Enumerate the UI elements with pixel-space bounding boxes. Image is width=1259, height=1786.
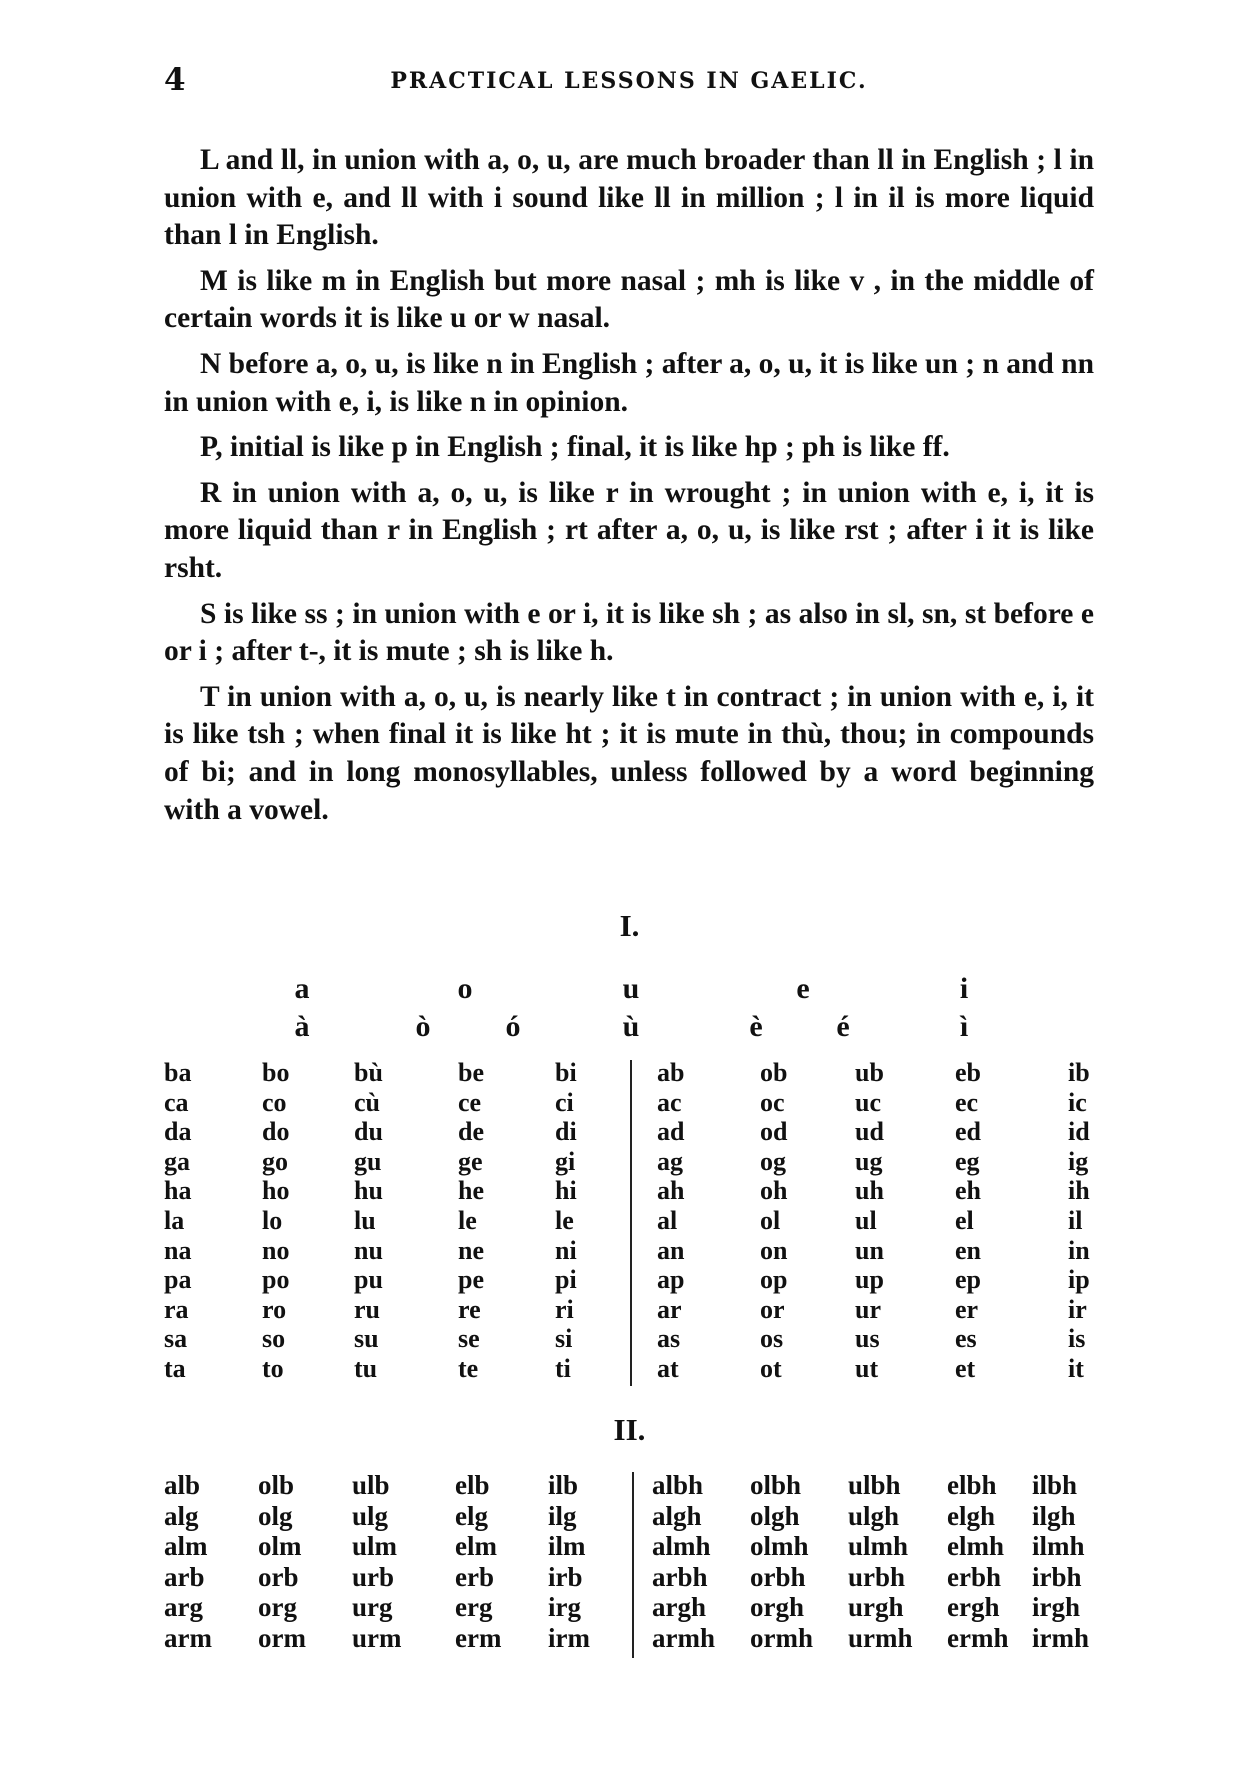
syllable-1-cell: eg	[955, 1146, 980, 1176]
syllable-2-cell: ormh	[750, 1622, 813, 1653]
syllable-2-cell: arg	[164, 1592, 203, 1622]
syllable-1-cell: ap	[657, 1265, 685, 1295]
syllable-2-cell: olbh	[750, 1470, 802, 1500]
syllable-1-cell: ra	[164, 1294, 189, 1324]
syllable-1-cell: ga	[164, 1146, 190, 1176]
accent-o-grave: ò	[415, 1010, 431, 1043]
syllable-1-cell: ed	[955, 1117, 981, 1147]
syllable-1-cell: ec	[955, 1087, 979, 1117]
syllable-1-cell: go	[262, 1146, 288, 1176]
paragraph-p: P, initial is like p in English ; final, it is like hp ; ph is like ff.	[200, 431, 950, 464]
syllable-2-cell: ermh	[947, 1622, 1009, 1653]
syllable-1-cell: re	[458, 1294, 481, 1324]
syllable-2-cell: elg	[455, 1500, 488, 1531]
syllable-1-cell: ce	[458, 1087, 482, 1117]
syllable-1-cell: tu	[354, 1354, 378, 1383]
syllable-1-cell: eb	[955, 1058, 981, 1087]
syllable-1-cell: do	[262, 1117, 290, 1147]
syllable-1-cell: ug	[855, 1146, 883, 1176]
syllable-2-cell: erb	[455, 1561, 494, 1592]
syllable-1-cell: su	[354, 1324, 379, 1354]
syllable-1-cell: ah	[657, 1176, 685, 1206]
syllable-1-cell: ho	[262, 1176, 290, 1206]
syllable-1-cell: he	[458, 1176, 484, 1206]
syllable-1-cell: pe	[458, 1265, 484, 1295]
syllable-1-cell: po	[262, 1265, 290, 1295]
syllable-1-cell: ti	[555, 1354, 571, 1383]
syllable-1-cell: te	[458, 1354, 479, 1383]
syllable-2-cell: arm	[164, 1622, 212, 1653]
vowel-i: i	[959, 972, 969, 1005]
syllable-1-cell: lu	[354, 1206, 376, 1235]
syllable-1-cell: ag	[657, 1146, 683, 1176]
syllable-1-cell: sa	[164, 1324, 188, 1354]
syllable-1-cell: en	[955, 1235, 981, 1265]
syllable-2-cell: ulgh	[848, 1500, 900, 1531]
syllable-2-cell: irmh	[1032, 1622, 1089, 1653]
syllable-2-cell: arb	[164, 1561, 205, 1592]
syllable-1-cell: up	[855, 1265, 884, 1295]
syllable-1-cell: ub	[855, 1058, 884, 1087]
syllable-1-cell: ni	[555, 1235, 577, 1265]
syllable-2-cell: urb	[352, 1561, 395, 1592]
syllable-1-cell: pi	[555, 1265, 577, 1295]
paragraph-r: R in union with a, o, u, is like r in wrought ; in union with e, i, it is more liquid than r in English ; rt after a, o, u, is like rst ; after i it is like rsht.	[164, 476, 1094, 584]
page-header	[164, 62, 1094, 102]
syllable-2-cell: erm	[455, 1622, 502, 1653]
syllable-2-cell: ulbh	[848, 1470, 901, 1500]
syllable-2-cell: irb	[548, 1561, 583, 1592]
syllable-1-cell: uc	[855, 1087, 881, 1117]
syllable-1-cell: og	[760, 1146, 786, 1176]
syllable-2-cell: orm	[258, 1622, 306, 1653]
syllable-1-cell: et	[955, 1354, 976, 1383]
syllable-1-cell: gi	[555, 1146, 576, 1176]
syllable-1-cell: id	[1068, 1117, 1090, 1147]
paragraph-n: N before a, o, u, is like n in English ; after a, o, u, it is like un ; n and nn in union with e, i, is like n in opinion.	[164, 347, 1094, 418]
syllable-1-cell: nu	[354, 1235, 383, 1265]
syllable-1-cell: ba	[164, 1058, 192, 1087]
syllable-2-cell: erbh	[947, 1561, 1001, 1592]
syllable-2-cell: ilb	[548, 1470, 579, 1500]
syllable-1-cell: ar	[657, 1294, 682, 1324]
syllable-2-cell: ulb	[352, 1470, 390, 1500]
syllable-2-cell: ergh	[947, 1592, 1000, 1622]
syllable-2-cell: elbh	[947, 1470, 997, 1500]
syllable-1-cell: ot	[760, 1354, 782, 1383]
syllable-1-cell: an	[657, 1235, 685, 1265]
syllable-2-cell: irg	[548, 1592, 581, 1622]
syllable-1-cell: hi	[555, 1176, 577, 1206]
syllable-1-cell: na	[164, 1235, 192, 1265]
syllable-1-cell: pu	[354, 1265, 383, 1295]
syllable-1-cell: ci	[555, 1087, 574, 1117]
syllable-1-cell: so	[262, 1324, 286, 1354]
vowel-o: o	[457, 972, 473, 1005]
syllable-2-cell: org	[258, 1592, 297, 1622]
accent-a-grave: à	[294, 1010, 310, 1043]
syllable-1-cell: ab	[657, 1058, 685, 1087]
vowel-row	[0, 972, 1259, 1008]
paragraph-l: L and ll, in union with a, o, u, are much broader than ll in English ; l in union with e, and ll with i sound like ll in million ; l in il is more liquid than l in English.	[164, 144, 1094, 252]
syllable-1-cell: un	[855, 1235, 884, 1265]
syllable-1-cell: is	[1068, 1324, 1086, 1354]
syllable-1-cell: ut	[855, 1354, 879, 1383]
syllable-1-cell: it	[1068, 1354, 1084, 1383]
syllable-1-cell: ru	[354, 1294, 380, 1324]
syllable-1-cell: bo	[262, 1058, 290, 1087]
syllable-1-cell: op	[760, 1265, 788, 1295]
syllable-1-cell: le	[458, 1206, 477, 1235]
syllable-1-cell: us	[855, 1324, 880, 1354]
syllable-1-cell: ri	[555, 1294, 574, 1324]
syllable-1-cell: lo	[262, 1206, 283, 1235]
syllable-2-cell: elb	[455, 1470, 490, 1500]
syllable-1-cell: ob	[760, 1058, 788, 1087]
syllable-1-cell: to	[262, 1354, 284, 1383]
syllable-1-cell: on	[760, 1235, 788, 1265]
syllable-1-cell: la	[164, 1206, 185, 1235]
syllable-1-cell: co	[262, 1087, 287, 1117]
accent-u-grave: ù	[622, 1010, 640, 1043]
syllable-2-cell: ilgh	[1032, 1500, 1076, 1531]
vowel-a: a	[294, 972, 310, 1005]
column-divider-2	[632, 1472, 634, 1658]
syllable-2-cell: ulm	[352, 1531, 398, 1561]
syllable-2-cell: ulmh	[848, 1531, 909, 1561]
syllable-2-cell: olg	[258, 1500, 293, 1531]
syllable-1-cell: ha	[164, 1176, 192, 1206]
syllable-2-cell: alg	[164, 1500, 199, 1531]
syllable-1-cell: ig	[1068, 1146, 1089, 1176]
paragraph-t: T in union with a, o, u, is nearly like t in contract ; in union with e, i, it is like tsh ; when final it is like ht ; it is mute in thù, thou; in compounds of bi; and in long monosyllables, unless followed by a word beginning with a vowel.	[164, 680, 1094, 826]
syllable-2-cell: ilbh	[1032, 1470, 1078, 1500]
syllable-2-cell: arbh	[652, 1561, 708, 1592]
accent-e-acute: é	[836, 1010, 850, 1043]
syllable-2-cell: argh	[652, 1592, 706, 1622]
syllable-2-cell: olb	[258, 1470, 295, 1500]
paragraph-s: S is like ss ; in union with e or i, it is like sh ; as also in sl, sn, st before e or i ; after t-, it is mute ; sh is like h.	[164, 597, 1094, 668]
syllable-1-cell: as	[657, 1324, 681, 1354]
syllable-1-cell: gu	[354, 1146, 382, 1176]
syllable-2-cell: armh	[652, 1622, 715, 1653]
syllable-1-cell: oc	[760, 1087, 785, 1117]
syllable-1-cell: uh	[855, 1176, 884, 1206]
syllable-2-cell: elgh	[947, 1500, 996, 1531]
syllable-1-cell: ad	[657, 1117, 685, 1147]
syllable-2-cell: olm	[258, 1531, 302, 1561]
syllable-1-cell: ol	[760, 1206, 781, 1235]
syllable-1-cell: pa	[164, 1265, 192, 1295]
syllable-1-cell: ih	[1068, 1176, 1090, 1206]
syllable-2-cell: ilm	[548, 1531, 586, 1561]
syllable-2-cell: urgh	[848, 1592, 904, 1622]
syllable-1-cell: si	[555, 1324, 573, 1354]
syllable-1-cell: eh	[955, 1176, 981, 1206]
syllable-1-cell: or	[760, 1294, 785, 1324]
accent-i-grave: ì	[959, 1010, 969, 1043]
syllable-2-cell: erg	[455, 1592, 493, 1622]
column-divider-1	[630, 1060, 632, 1386]
syllable-2-cell: alm	[164, 1531, 208, 1561]
syllable-2-cell: irbh	[1032, 1561, 1082, 1592]
syllable-2-cell: albh	[652, 1470, 704, 1500]
syllable-1-cell: ur	[855, 1294, 881, 1324]
syllable-2-cell: orgh	[750, 1592, 804, 1622]
syllable-1-cell: ta	[164, 1354, 186, 1383]
vowel-e: e	[796, 972, 810, 1005]
syllable-2-cell: olgh	[750, 1500, 800, 1531]
syllable-2-cell: irgh	[1032, 1592, 1081, 1622]
syllable-1-cell: du	[354, 1117, 383, 1147]
syllable-1-cell: ir	[1068, 1294, 1087, 1324]
syllable-2-cell: elmh	[947, 1531, 1004, 1561]
syllable-2-cell: olmh	[750, 1531, 809, 1561]
syllable-1-cell: se	[458, 1324, 480, 1354]
syllable-1-cell: ic	[1068, 1087, 1087, 1117]
syllable-1-cell: ne	[458, 1235, 484, 1265]
syllable-table-2	[0, 1470, 1259, 1670]
running-title: PRACTICAL LESSONS IN GAELIC.	[390, 68, 868, 94]
syllable-1-cell: ip	[1068, 1265, 1090, 1295]
syllable-1-cell: bi	[555, 1058, 577, 1087]
page-number: 4	[164, 62, 186, 98]
syllable-1-cell: al	[657, 1206, 678, 1235]
syllable-1-cell: hu	[354, 1176, 383, 1206]
body-text	[164, 142, 1094, 837]
syllable-2-cell: ulg	[352, 1500, 389, 1531]
syllable-1-cell: ib	[1068, 1058, 1090, 1087]
syllable-1-cell: os	[760, 1324, 784, 1354]
syllable-1-cell: er	[955, 1294, 979, 1324]
syllable-2-cell: ilmh	[1032, 1531, 1085, 1561]
section-1-title: I.	[619, 908, 640, 943]
syllable-1-cell: el	[955, 1206, 974, 1235]
syllable-1-cell: at	[657, 1354, 679, 1383]
syllable-1-cell: ge	[458, 1146, 483, 1176]
section-2-title: II.	[613, 1412, 646, 1447]
syllable-2-cell: urg	[352, 1592, 393, 1622]
syllable-1-cell: ca	[164, 1087, 189, 1117]
paragraph-m: M is like m in English but more nasal ; mh is like v , in the middle of certain words it is like u or w nasal.	[164, 264, 1094, 335]
syllable-2-cell: alb	[164, 1470, 201, 1500]
syllable-1-cell: de	[458, 1117, 484, 1147]
syllable-2-cell: elm	[455, 1531, 497, 1561]
syllable-2-cell: orb	[258, 1561, 299, 1592]
syllable-1-cell: od	[760, 1117, 788, 1147]
syllable-1-cell: da	[164, 1117, 192, 1147]
syllable-2-cell: irm	[548, 1622, 590, 1653]
syllable-1-cell: cù	[354, 1087, 380, 1117]
syllable-1-cell: bù	[354, 1058, 383, 1087]
syllable-1-cell: di	[555, 1117, 577, 1147]
vowel-u: u	[622, 972, 640, 1005]
syllable-1-cell: ep	[955, 1265, 981, 1295]
syllable-2-cell: almh	[652, 1531, 711, 1561]
syllable-1-cell: in	[1068, 1235, 1090, 1265]
syllable-1-cell: ro	[262, 1294, 287, 1324]
syllable-1-cell: ul	[855, 1206, 877, 1235]
syllable-2-cell: orbh	[750, 1561, 806, 1592]
syllable-1-cell: le	[555, 1206, 574, 1235]
syllable-2-cell: algh	[652, 1500, 702, 1531]
syllable-2-cell: ilg	[548, 1500, 577, 1531]
syllable-1-cell: es	[955, 1324, 977, 1354]
syllable-2-cell: urm	[352, 1622, 402, 1653]
syllable-1-cell: il	[1068, 1206, 1083, 1235]
syllable-1-cell: ac	[657, 1087, 682, 1117]
accent-e-grave: è	[749, 1010, 763, 1043]
syllable-2-cell: urmh	[848, 1622, 913, 1653]
accented-vowel-row	[0, 1010, 1259, 1046]
syllable-1-cell: be	[458, 1058, 484, 1087]
syllable-1-cell: ud	[855, 1117, 884, 1147]
accent-o-acute: ó	[505, 1010, 521, 1043]
syllable-1-cell: oh	[760, 1176, 788, 1206]
syllable-1-cell: no	[262, 1235, 290, 1265]
syllable-2-cell: urbh	[848, 1561, 906, 1592]
